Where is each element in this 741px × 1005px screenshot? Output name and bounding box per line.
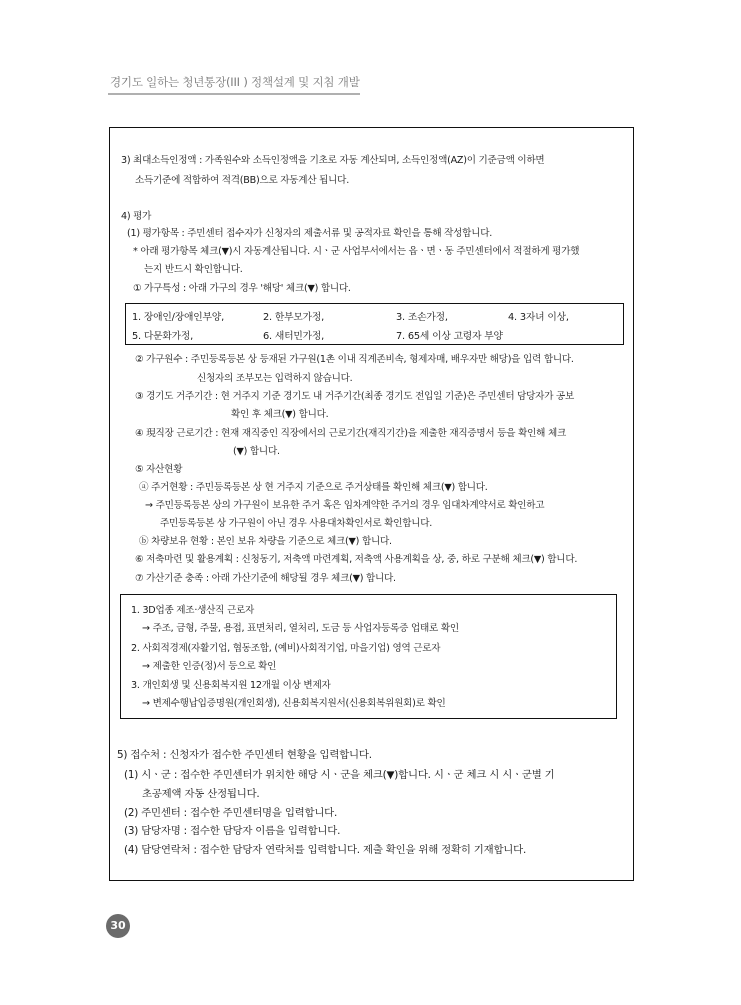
sec4-note2: 는지 반드시 확인합니다. (144, 264, 243, 275)
work-period-note: (▼) 합니다. (233, 446, 280, 457)
bonus-item: 3. 개인회생 및 신용회복지원 12개월 이상 변제자 (131, 680, 331, 691)
sec5-item1-cont: 초공제액 자동 산정됩니다. (142, 788, 260, 800)
residence-period-note: 확인 후 체크(▼) 합니다. (231, 409, 329, 420)
sec4-note1: * 아래 평가항목 체크(▼)시 자동계산됩니다. 시ㆍ군 사업부서에서는 읍ㆍ면ㆍ동 주민센터에서 적절하게 평가했 (133, 246, 580, 257)
sec3-line2: 소득기준에 적합하여 적격(BB)으로 자동계산 됩니다. (135, 175, 349, 186)
sec4-title: 4) 평가 (121, 211, 152, 222)
household-size: ② 가구원수 : 주민등록등본 상 등재된 가구원(1촌 이내 직계존비속, 형제자매, 배우자만 해당)을 입력 합니다. (135, 354, 574, 365)
page-number: 30 (106, 914, 130, 938)
household-item: 1. 장애인/장애인부양, (132, 312, 224, 323)
household-item: 2. 한부모가정, (263, 312, 325, 323)
bonus-criteria: ⑦ 가산기준 충족 : 아래 가산기준에 해당될 경우 체크(▼) 합니다. (135, 573, 396, 584)
sec5-item1: (1) 시ㆍ군 : 접수한 주민센터가 위치한 해당 시ㆍ군을 체크(▼)합니다. 시ㆍ군 체크 시 시ㆍ군별 기 (124, 769, 555, 781)
bonus-item-note: → 제출한 인증(정)서 등으로 확인 (142, 661, 277, 672)
sec5-title: 5) 접수처 : 신청자가 접수한 주민센터 현황을 입력합니다. (117, 749, 372, 761)
sec5-item4: (4) 담당연락처 : 접수한 담당자 연락처를 입력합니다. 제출 확인을 위해 정확히 기재합니다. (124, 844, 527, 856)
housing-status: ⓐ 주거현황 : 주민등록등본 상 현 거주지 기준으로 주거상태를 확인해 체크(▼) 합니다. (139, 482, 488, 493)
asset-status: ⑤ 자산현황 (135, 464, 183, 475)
sec5-item3: (3) 담당자명 : 접수한 담당자 이름을 입력합니다. (124, 825, 341, 837)
household-criteria: ① 가구특성 : 아래 가구의 경우 '해당' 체크(▼) 합니다. (133, 283, 351, 294)
household-item: 6. 새터민가정, (263, 331, 325, 342)
bonus-item-note: → 주조, 금형, 주물, 용접, 표면처리, 열처리, 도금 등 사업자등록증 업태로 확인 (142, 623, 459, 634)
running-header: 경기도 일하는 청년통장(III ) 정책설계 및 지침 개발 (110, 75, 360, 89)
sec4-item1: (1) 평가항목 : 주민센터 접수자가 신청자의 제출서류 및 공적자료 확인을 통해 작성합니다. (127, 228, 493, 239)
sec3-line1: 3) 최대소득인정액 : 가족원수와 소득인정액을 기초로 자동 계산되며, 소득인정액(AZ)이 기준금액 이하면 (121, 155, 545, 166)
residence-period: ③ 경기도 거주기간 : 현 거주지 기준 경기도 내 거주기간(최종 경기도 전입일 기준)은 주민센터 담당자가 공보 (135, 391, 575, 402)
vehicle-status: ⓑ 차량보유 현황 : 본인 보유 차량을 기준으로 체크(▼) 합니다. (139, 536, 392, 547)
sec5-item2: (2) 주민센터 : 접수한 주민센터명을 입력합니다. (124, 807, 338, 819)
header-rule (108, 93, 360, 95)
housing-note2: 주민등록등본 상 가구원이 아닌 경우 사용대차확인서로 확인합니다. (160, 518, 433, 529)
household-item: 5. 다문화가정, (132, 331, 194, 342)
work-period: ④ 現직장 근로기간 : 현재 재직중인 직장에서의 근로기간(재직기간)을 제출한 재직증명서 등을 확인해 체크 (135, 428, 566, 439)
bonus-item: 2. 사회적경제(자활기업, 협동조합, (예비)사회적기업, 마을기업) 영역 근로자 (131, 643, 441, 654)
household-size-note: 신청자의 조부모는 입력하지 않습니다. (197, 373, 353, 384)
savings-plan: ⑥ 저축마련 및 활용계획 : 신청동기, 저축액 마련계획, 저축액 사용계획을 상, 중, 하로 구분해 체크(▼) 합니다. (135, 554, 578, 565)
household-item: 3. 조손가정, (396, 312, 448, 323)
bonus-item: 1. 3D업종 제조·생산직 근로자 (131, 605, 255, 616)
bonus-item-note: → 변제수행납입증명원(개인회생), 신용회복지원서(신용회복위원회)로 확인 (142, 698, 446, 709)
housing-note1: → 주민등록등본 상의 가구원이 보유한 주거 혹은 임차계약한 주거의 경우 임대차계약서로 확인하고 (145, 500, 545, 511)
household-item: 7. 65세 이상 고령자 부양 (396, 331, 503, 342)
household-item: 4. 3자녀 이상, (508, 312, 569, 323)
